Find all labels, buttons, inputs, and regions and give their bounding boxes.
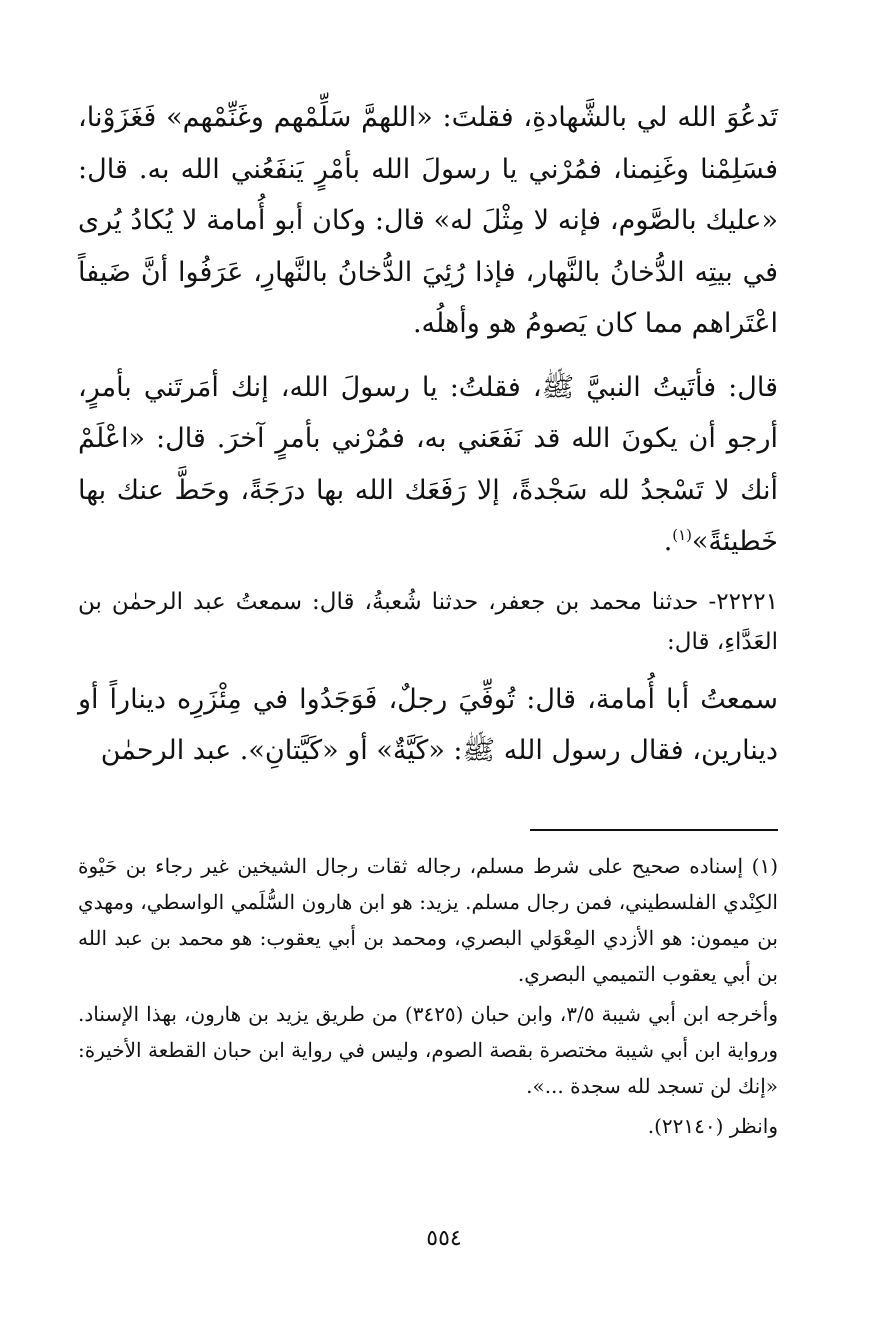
page-number: ٥٥٤ bbox=[426, 1226, 462, 1251]
main-paragraph-2-text: قال: فأتَيتُ النبيَّ ﷺ، فقلتُ: يا رسولَ الله، إنك أمَرتَني بأمرٍ، أرجو أن يكونَ الله قد نَفَعَني به، فمُرْني بأمرٍ آخرَ. قال: «اعْلَمْ أنك لا تَسْجدُ لله سَجْدةً، إلا رَفَعَك الله بها درَجَةً، وحَطَّ عنك بها خَطيئةً» bbox=[78, 371, 778, 557]
main-paragraph-4: سمعتُ أبا أُمامة، قال: تُوفِّيَ رجلٌ، فَوَجَدُوا في مِئْزَرِه ديناراً أو دينارين، فقال رسول الله ﷺ: «كَيَّةٌ» أو «كَيَّتانِ». عبد الرحمٰن bbox=[78, 683, 778, 766]
main-paragraph-2 bbox=[78, 362, 778, 568]
footnote-marker: (١) bbox=[672, 526, 692, 544]
main-text bbox=[78, 92, 778, 777]
main-paragraph-1: تَدعُوَ الله لي بالشَّهادةِ، فقلتَ: «اللهمَّ سَلِّمْهم وغَنِّمْهم» فَغَزَوْنا، فسَلِمْنا وغَنِمنا، فمُرْني يا رسولَ الله بأمْرٍ يَنفَعُني الله به. قال: «عليك بالصَّوم، فإنه لا مِثْلَ له» قال: وكان أبو أُمامة لا يُكادُ يُرى في بيتِه الدُّخانُ بالنَّهار، فإذا رُئِيَ الدُّخانُ بالنَّهارِ، عَرَفُوا أنَّ ضَيفاً اعْتَراهم مما كان يَصومُ هو وأهلُه. bbox=[78, 102, 778, 339]
footnote-paragraph-3: وانظر (٢٢١٤٠). bbox=[647, 1114, 778, 1138]
sentence-period: . bbox=[663, 526, 673, 557]
footnote-paragraph-2: وأخرجه ابن أبي شيبة ٣/٥، وابن حبان (٣٤٢٥) من طريق يزيد بن هارون، بهذا الإسناد. ورواية ابن أبي شيبة مختصرة بقصة الصوم، وليس في رواية ابن حبان القطعة الأخيرة: «إنك لن تسجد لله سجدة ...». bbox=[78, 1002, 779, 1098]
footnote-paragraph-1: (١) إسناده صحيح على شرط مسلم، رجاله ثقات رجال الشيخين غير رجاء بن حَيْوة الكِنْدي الفلسطيني، فمن رجال مسلم. يزيد: هو ابن هارون السُّلَمي الواسطي، ومهدي بن ميمون: هو الأزدي المِعْوَلي البصري، ومحمد بن أبي يعقوب: هو محمد بن عبد الله بن أبي يعقوب التميمي البصري. bbox=[78, 854, 778, 986]
footnotes bbox=[78, 848, 778, 1144]
footnote-separator bbox=[530, 829, 778, 831]
hadith-chain-22221: ٢٢٢٢١- حدثنا محمد بن جعفر، حدثنا شُعبةُ، قال: سمعتُ عبد الرحمٰن بن العَدَّاءِ، قال: bbox=[78, 588, 778, 655]
